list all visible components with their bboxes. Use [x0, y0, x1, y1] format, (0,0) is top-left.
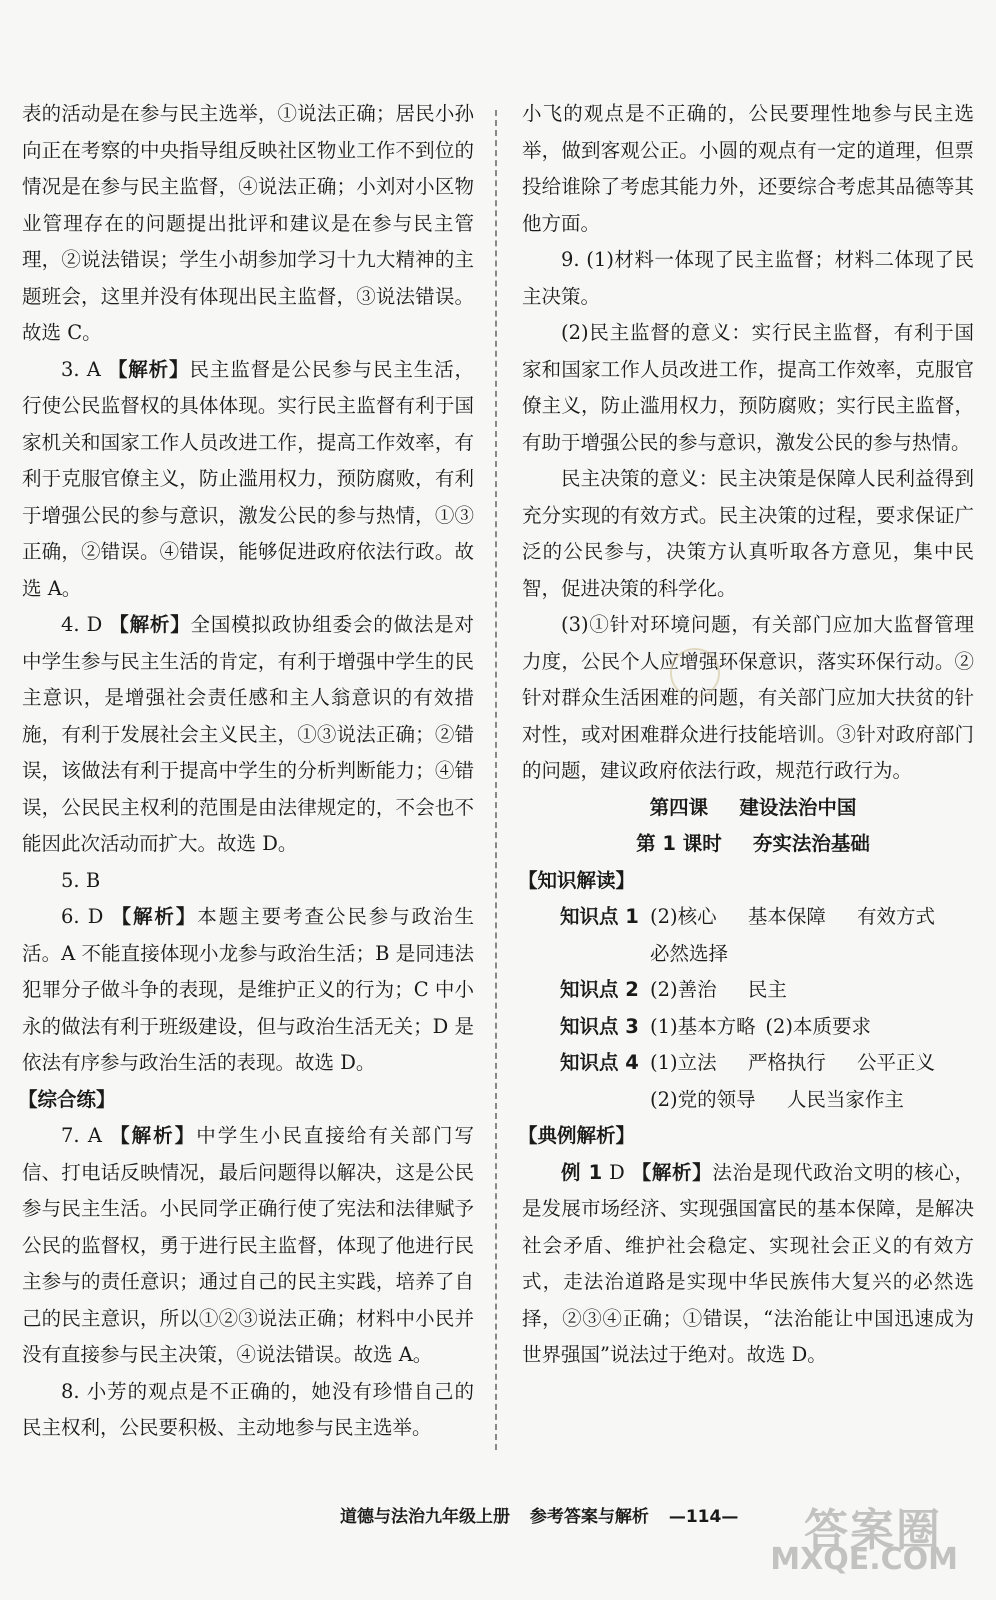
period-number: 第 1 课时 [636, 832, 722, 855]
kp-item: 有效方式 [857, 905, 936, 928]
q-answer: D [86, 613, 103, 636]
answer-8 [22, 1374, 474, 1447]
kp-label: 知识点 1 [560, 905, 639, 928]
knowledge-point-3 [522, 1009, 974, 1046]
analysis-tag: 【解析】 [111, 905, 198, 928]
section-heading-example: 【典例解析】 [518, 1124, 636, 1147]
kp-item: (1)立法 [650, 1051, 717, 1074]
footer-section: 参考答案与解析 [529, 1507, 649, 1527]
kp-item: 基本保障 [747, 905, 826, 928]
kp-item: 公平正义 [857, 1051, 936, 1074]
kp-item: (2)核心 [650, 905, 717, 928]
example-1 [522, 1155, 974, 1374]
analysis-tag: 【解析】 [107, 357, 190, 381]
answer-9-1: 9. (1)材料一体现了民主监督；材料二体现了民主决策。 [522, 248, 974, 308]
stamp-mark-icon [670, 648, 720, 698]
q-num: 8. [61, 1379, 80, 1403]
q-num: 6. [61, 905, 80, 928]
kp-item: 严格执行 [747, 1051, 826, 1074]
analysis-text: 全国模拟政协组委会的做法是对中学生参与民主生活的肯定，有利于增强中学生的民主意识，是增强社会责任感和主人翁意识的有效措施，有利于发展社会主义民主，①③说法正确；②错误，该做法有利于提高中学生的分析判断能力；④错误，公民民主权利的范围是由法律规定的，不会也不能因此次活动而扩大。故选 D。 [22, 613, 474, 855]
knowledge-point-1 [522, 899, 974, 972]
analysis-tag: 【解析】 [631, 1160, 713, 1184]
q-num: 4. [61, 613, 80, 636]
knowledge-point-2 [522, 972, 974, 1009]
kp-item: (2)本质要求 [765, 1014, 871, 1038]
kp-item: 必然选择 [650, 941, 729, 965]
kp-label: 知识点 2 [560, 978, 639, 1001]
section-heading-comprehensive: 【综合练】 [18, 1087, 116, 1111]
kp-item: 人民当家作主 [786, 1087, 904, 1111]
q-num: 5. [61, 868, 80, 892]
page-footer [340, 1502, 752, 1527]
analysis-tag: 【解析】 [109, 613, 191, 636]
lesson-name: 建设法治中国 [739, 795, 857, 819]
section-heading-knowledge: 【知识解读】 [518, 868, 636, 892]
example-answer: D [609, 1160, 625, 1184]
answer-6 [22, 899, 474, 1082]
lesson-number: 第四课 [649, 795, 709, 819]
left-column [18, 96, 474, 1447]
answer-9-3: 民主决策的意义：民主决策是保障人民利益得到充分实现的有效方式。民主决策的过程，要求保证广泛的公民参与，决策方认真听取各方意见，集中民智，促进决策的科学化。 [522, 467, 974, 600]
answer-3 [22, 352, 474, 608]
answer-5 [22, 863, 474, 900]
period-name: 夯实法治基础 [752, 832, 870, 855]
q-num: 3. [61, 357, 80, 381]
q-num: 7. [61, 1124, 80, 1147]
analysis-text: 法治是现代政治文明的核心，是发展市场经济、实现强国富民的基本保障，是解决社会矛盾、维护社会稳定、实现社会正义的有效方式，走法治道路是实现中华民族伟大复兴的必然选择，②③④正确；①错误，“法治能让中国迅速成为世界强国”说法过于绝对。故选 D。 [522, 1160, 974, 1366]
kp-item: (2)善治 [650, 978, 717, 1001]
example-num: 例 1 [561, 1160, 603, 1184]
watermark-url: MXQE.COM [770, 1542, 958, 1577]
q-answer: D [87, 905, 104, 928]
column-divider [495, 110, 497, 1450]
period-title [532, 826, 974, 863]
paragraph-8-cont: 小飞的观点是不正确的，公民要理性地参与民主选举，做到客观公正。小圆的观点有一定的道理，但票投给谁除了考虑其能力外，还要综合考虑其品德等其他方面。 [522, 102, 974, 235]
kp-label: 知识点 3 [560, 1014, 639, 1038]
q-answer: A [87, 1124, 102, 1147]
q-answer: A [86, 357, 101, 381]
analysis-tag: 【解析】 [110, 1124, 197, 1147]
footer-book-title: 道德与法治九年级上册 [340, 1507, 510, 1527]
kp-item: (1)基本方略 [650, 1014, 756, 1038]
answer-9-2: (2)民主监督的意义：实行民主监督，有利于国家和国家工作人员改进工作，提高工作效率，克服官僚主义，防止滥用权力，预防腐败；实行民主监督，有助于增强公民的参与意识，激发公民的参与热情。 [522, 321, 974, 454]
answer-9-4: (3)①针对环境问题，有关部门应加大监督管理力度，公民个人应增强环保意识，落实环保行动。②针对群众生活困难的问题，有关部门应加大扶贫的针对性，或对困难群众进行技能培训。③针对政府部门的问题，建议政府依法行政，规范行政行为。 [522, 613, 974, 782]
watermark-text: 答案圈 [804, 1505, 942, 1556]
right-column [518, 96, 974, 1374]
analysis-text: 中学生小民直接给有关部门写信、打电话反映情况，最后问题得以解决，这是公民参与民主生活。小民同学正确行使了宪法和法律赋予公民的监督权，勇于进行民主监督，体现了他进行民主参与的责任意识；通过自己的民主实践，培养了自己的民主意识，所以①②③说法正确；材料中小民并没有直接参与民主决策，④说法错误。故选 A。 [22, 1124, 474, 1366]
q-answer: B [85, 868, 101, 892]
analysis-text: 本题主要考查公民参与政治生活。A 不能直接体现小龙参与政治生活；B 是同违法犯罪分子做斗争的表现，是维护正义的行为；C 中小永的做法有利于班级建设，但与政治生活无关；D 是依法有序参与政治生活的表现。故选 D。 [22, 905, 474, 1074]
kp-item: (2)党的领导 [650, 1087, 756, 1111]
paragraph-cont: 表的活动是在参与民主选举，①说法正确；居民小孙向正在考察的中央指导组反映社区物业工作不到位的情况是在参与民主监督，④说法正确；小刘对小区物业管理存在的问题提出批评和建议是在参与民主管理，②说法错误；学生小胡参加学习十九大精神的主题班会，这里并没有体现出民主监督，③说法错误。故选 C。 [22, 102, 474, 344]
analysis-text: 民主监督是公民参与民主生活，行使公民监督权的具体体现。实行民主监督有利于国家机关和国家工作人员改进工作，提高工作效率，有利于克服官僚主义，防止滥用权力，预防腐败，有利于增强公民的参与意识，激发公民的参与热情，①③正确，②错误。④错误，能够促进政府依法行政。故选 A。 [22, 357, 474, 600]
answer-7 [22, 1118, 474, 1374]
page-number: —114— [668, 1507, 739, 1527]
answer-text: 小芳的观点是不正确的，她没有珍惜自己的民主权利，公民要积极、主动地参与民主选举。 [22, 1379, 474, 1439]
kp-label: 知识点 4 [560, 1051, 639, 1074]
knowledge-point-4 [522, 1045, 974, 1118]
answer-4 [22, 607, 474, 863]
kp-item: 民主 [747, 978, 787, 1001]
watermark-logo [772, 1494, 972, 1578]
lesson-title [532, 790, 974, 827]
